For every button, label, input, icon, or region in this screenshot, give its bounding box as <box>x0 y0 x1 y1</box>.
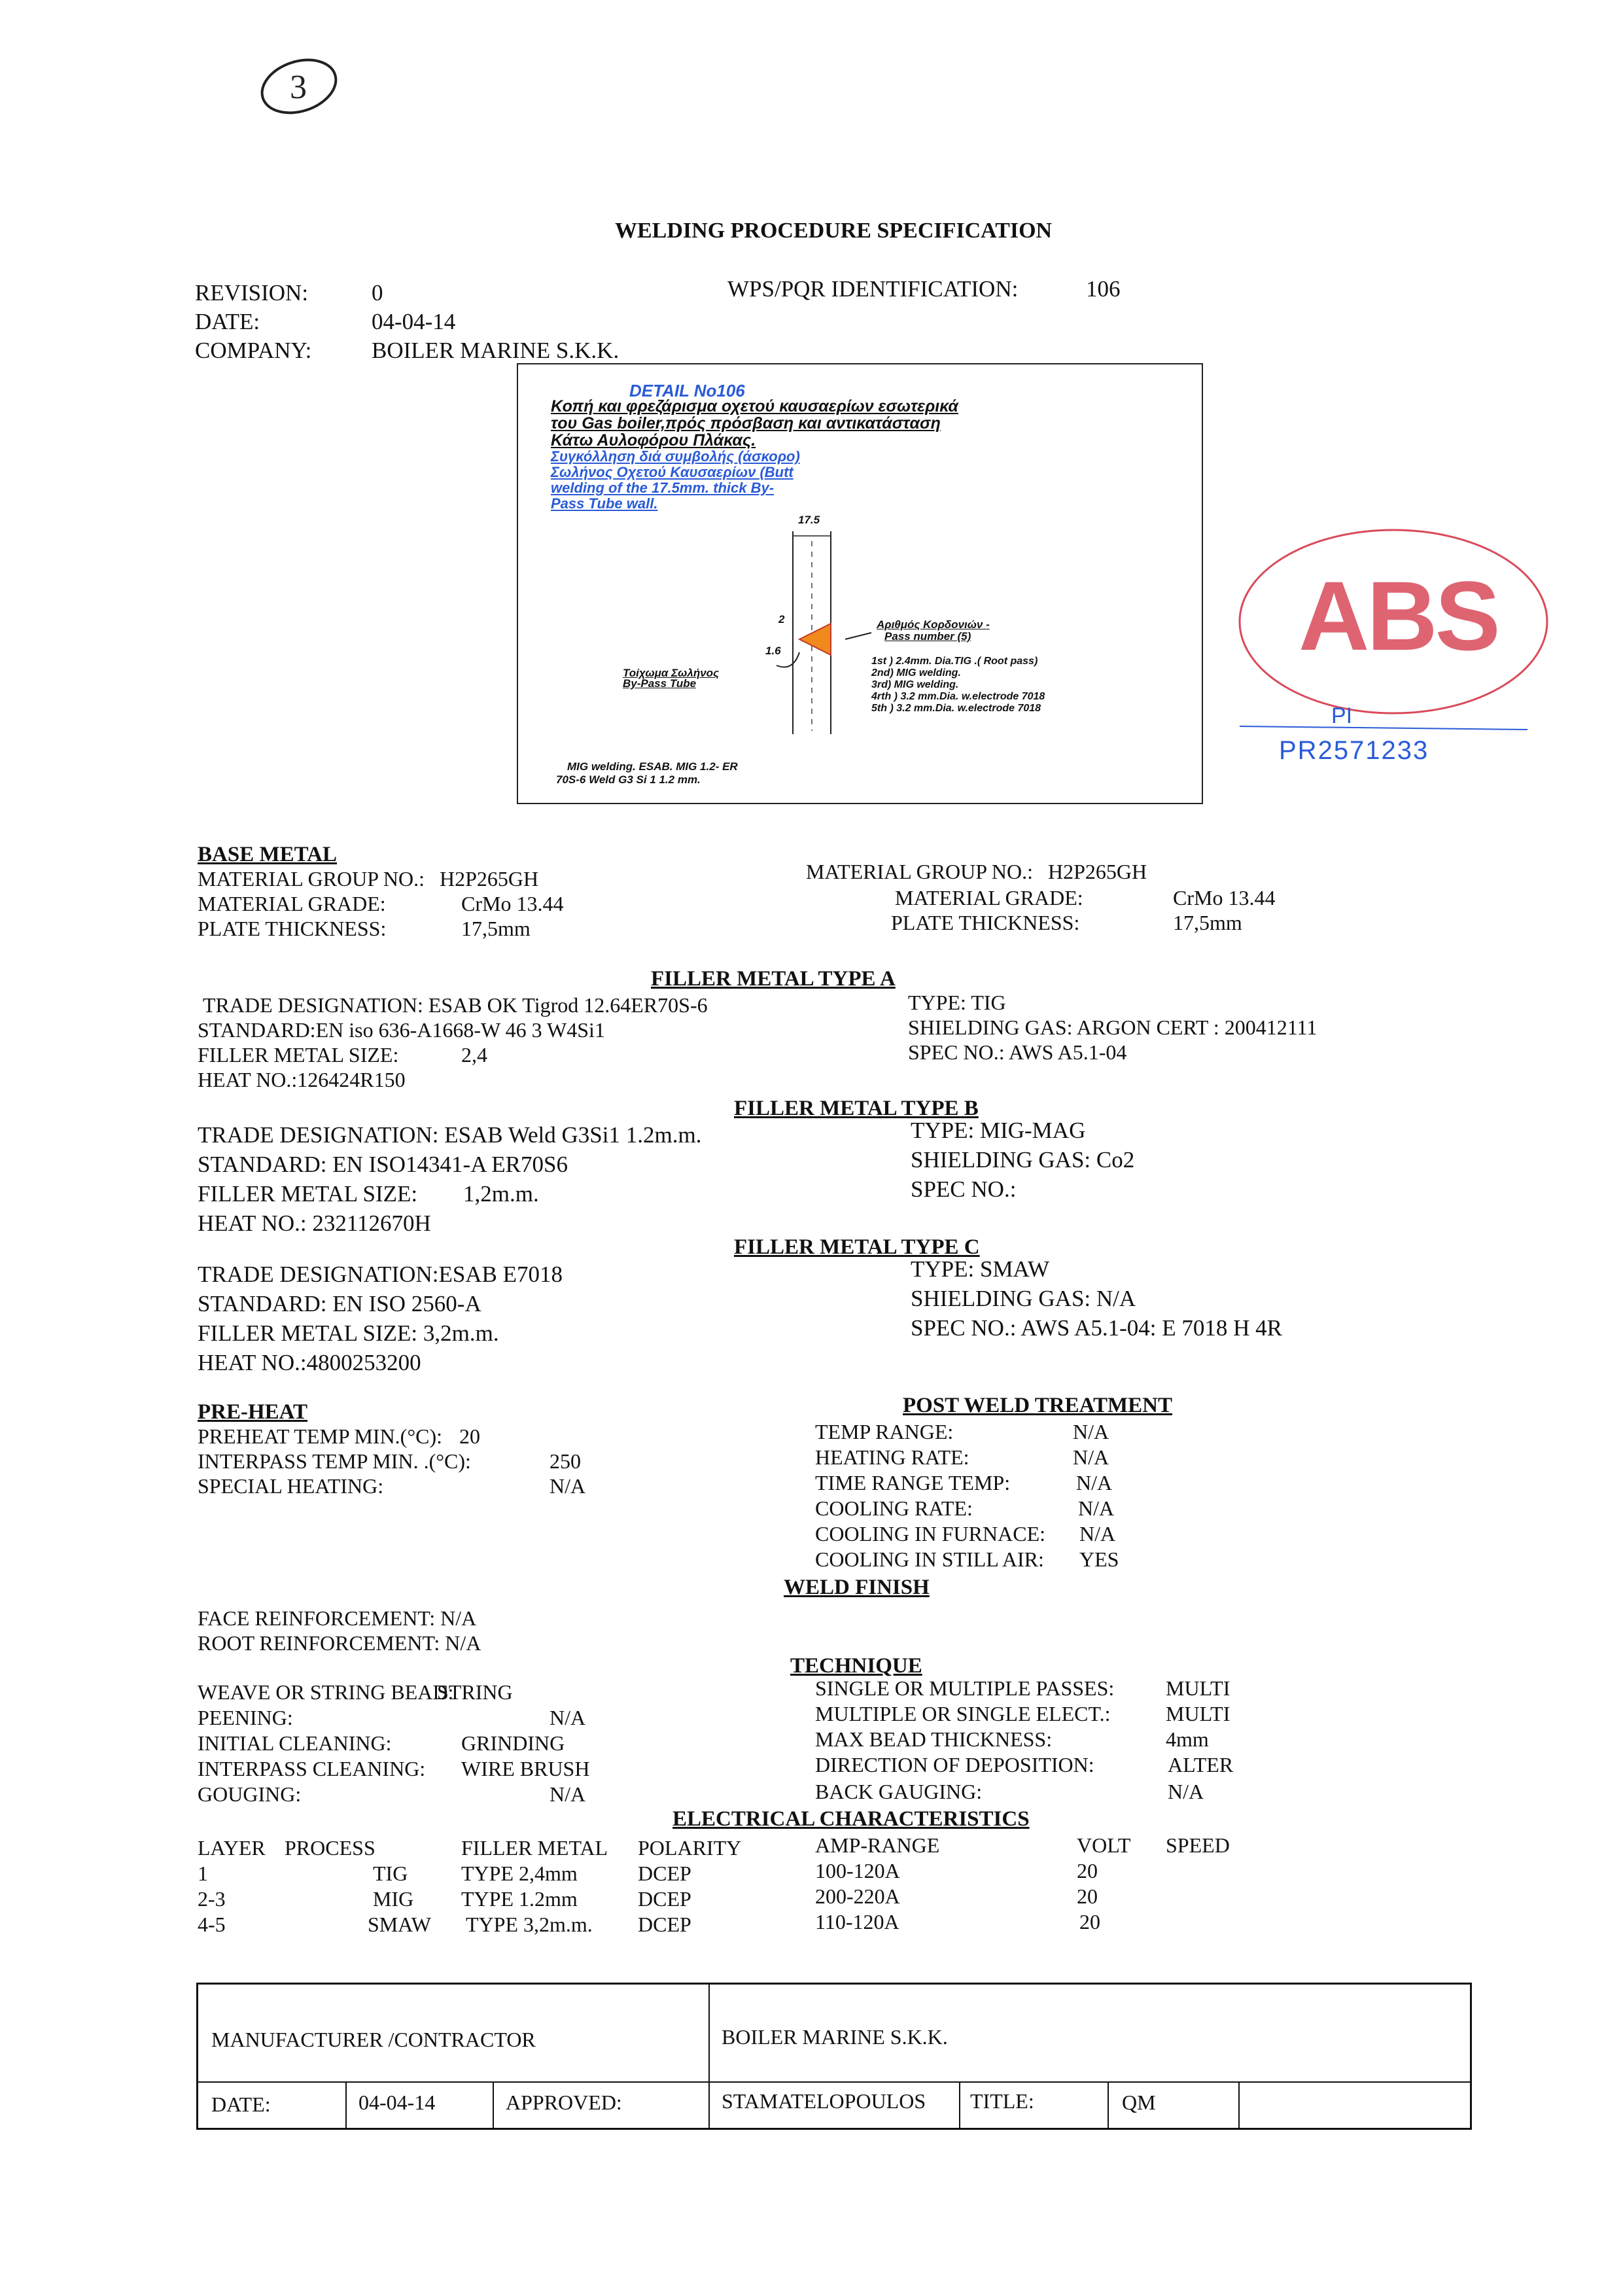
preheat-min-label: PREHEAT TEMP MIN.(°C): <box>198 1424 443 1448</box>
elec-row-2-polarity: DCEP <box>638 1913 691 1936</box>
filler-a-spec: SPEC NO.: AWS A5.1-04 <box>908 1040 1127 1064</box>
tech-left-label-1: PEENING: <box>198 1706 293 1729</box>
detail-drawing <box>517 363 1203 804</box>
footer-manufacturer: BOILER MARINE S.K.K. <box>722 2025 948 2049</box>
weld-joint-sketch <box>518 364 1202 803</box>
page-marker-text: 3 <box>290 69 307 106</box>
footer-title-label: TITLE: <box>970 2089 1034 2113</box>
detail-greek-2: του Gas boiler,πρός πρόσβαση και αντικατάσταση <box>551 414 941 433</box>
pass-4: 4rth ) 3.2 mm.Dia. w.electrode 7018 <box>871 691 1045 702</box>
filler-b-type: TYPE: MIG-MAG <box>911 1118 1086 1143</box>
elec-row-0-amp: 100-120A <box>815 1859 900 1882</box>
filler-c-heat: HEAT NO.:4800253200 <box>198 1350 421 1375</box>
elec-row-2-layer: 4-5 <box>198 1913 226 1936</box>
elec-row-0-volt: 20 <box>1077 1859 1098 1882</box>
interpass-label: INTERPASS TEMP MIN. .(°C): <box>198 1449 471 1473</box>
elec-header-volt: VOLT <box>1077 1833 1131 1857</box>
pwht-label-0: TEMP RANGE: <box>815 1420 954 1443</box>
filler-a-heading: FILLER METAL TYPE A <box>651 967 896 991</box>
pwht-value-0: N/A <box>1073 1420 1109 1443</box>
filler-a-trade: TRADE DESIGNATION: ESAB OK Tigrod 12.64ER70S-6 <box>203 993 708 1017</box>
tech-right-label-3: DIRECTION OF DEPOSITION: <box>815 1753 1094 1776</box>
wps-value: 106 <box>1086 276 1121 302</box>
elec-row-0-layer: 1 <box>198 1862 208 1885</box>
wall-label-2: By-Pass Tube <box>623 677 697 690</box>
dimension-top: 17.5 <box>798 514 820 526</box>
elec-row-1-process: MIG <box>373 1887 414 1911</box>
pass-3: 3rd) MIG welding. <box>871 679 959 690</box>
filler-a-heat: HEAT NO.:126424R150 <box>198 1068 406 1091</box>
detail-greek-1: Κοπή και φρεζάρισμα οχετού καυσαερίων εσωτερικά <box>551 397 958 415</box>
tech-left-label-3: INTERPASS CLEANING: <box>198 1757 426 1780</box>
bm-right-group: H2P265GH <box>1048 860 1147 883</box>
tech-right-value-2: 4mm <box>1166 1727 1209 1751</box>
tech-right-value-0: MULTI <box>1166 1676 1230 1700</box>
dimension-2: 2 <box>778 613 785 626</box>
elec-row-1-filler: TYPE 1.2mm <box>461 1887 578 1911</box>
mig-note-1: MIG welding. ESAB. MIG 1.2- ER <box>567 760 738 773</box>
wps-label: WPS/PQR IDENTIFICATION: <box>727 276 1019 302</box>
footer-manufacturer-label: MANUFACTURER /CONTRACTOR <box>211 2028 536 2051</box>
elec-row-0-polarity: DCEP <box>638 1862 691 1885</box>
pwht-value-5: YES <box>1079 1547 1119 1571</box>
filler-a-standard: STANDARD:EN iso 636-A1668-W 46 3 W4Si1 <box>198 1018 605 1042</box>
tech-left-value-0: STRING <box>437 1680 513 1704</box>
company-label: COMPANY: <box>195 338 312 363</box>
dimension-1-6: 1.6 <box>765 645 781 657</box>
elec-row-1-amp: 200-220A <box>815 1884 900 1908</box>
preheat-min: 20 <box>459 1424 480 1448</box>
elec-row-2-volt: 20 <box>1079 1910 1100 1934</box>
detail-line-5: Σωλήνος Οχετού Καυσαερίων (Butt <box>551 464 794 480</box>
elec-header-amp: AMP-RANGE <box>815 1833 940 1857</box>
bm-right-group-label: MATERIAL GROUP NO.: <box>806 860 1033 883</box>
elec-row-1-volt: 20 <box>1077 1884 1098 1908</box>
tech-left-value-3: WIRE BRUSH <box>461 1757 590 1780</box>
bm-left-group: H2P265GH <box>440 867 539 891</box>
stamp-abs-text: ABS <box>1299 561 1498 671</box>
date-value: 04-04-14 <box>372 309 456 334</box>
abs-stamp <box>1227 520 1567 765</box>
elec-row-1-polarity: DCEP <box>638 1887 691 1911</box>
mig-note-2: 70S-6 Weld G3 Si 1 1.2 mm. <box>556 773 701 786</box>
bm-right-thick: 17,5mm <box>1173 911 1242 934</box>
root-reinforcement: ROOT REINFORCEMENT: N/A <box>198 1631 481 1655</box>
tech-left-label-2: INITIAL CLEANING: <box>198 1731 392 1755</box>
elec-header-polarity: POLARITY <box>638 1836 742 1860</box>
filler-a-type: TYPE: TIG <box>908 991 1006 1014</box>
filler-c-standard: STANDARD: EN ISO 2560-A <box>198 1291 481 1316</box>
filler-b-size: 1,2m.m. <box>463 1181 539 1207</box>
tech-right-value-1: MULTI <box>1166 1702 1230 1725</box>
electrical-heading: ELECTRICAL CHARACTERISTICS <box>672 1807 1030 1831</box>
detail-title: DETAIL No106 <box>629 381 745 400</box>
pass-1: 1st ) 2.4mm. Dia.TIG .( Root pass) <box>871 656 1038 667</box>
interpass-value: 250 <box>550 1449 581 1473</box>
tech-left-value-4: N/A <box>550 1782 586 1806</box>
tech-right-label-0: SINGLE OR MULTIPLE PASSES: <box>815 1676 1115 1700</box>
elec-row-2-process: SMAW <box>368 1913 431 1936</box>
filler-b-size-label: FILLER METAL SIZE: <box>198 1181 418 1207</box>
pwht-value-2: N/A <box>1076 1471 1113 1494</box>
stamp-sub: PI <box>1331 703 1353 728</box>
special-heating-label: SPECIAL HEATING: <box>198 1474 384 1498</box>
filler-c-type: TYPE: SMAW <box>911 1256 1050 1282</box>
tech-right-label-1: MULTIPLE OR SINGLE ELECT.: <box>815 1702 1111 1725</box>
pwht-label-2: TIME RANGE TEMP: <box>815 1471 1011 1494</box>
elec-row-2-filler: TYPE 3,2m.m. <box>466 1913 593 1936</box>
special-heating-value: N/A <box>550 1474 586 1498</box>
bm-left-thick-label: PLATE THICKNESS: <box>198 917 387 940</box>
tech-left-label-0: WEAVE OR STRING BEAD: <box>198 1680 454 1704</box>
elec-header-speed: SPEED <box>1166 1833 1230 1857</box>
bm-left-grade-label: MATERIAL GRADE: <box>198 892 386 915</box>
preheat-heading: PRE-HEAT <box>198 1400 308 1424</box>
elec-header-layer: LAYER <box>198 1836 266 1860</box>
detail-line-7: Pass Tube wall. <box>551 495 658 512</box>
company-value: BOILER MARINE S.K.K. <box>372 338 620 363</box>
pwht-heading: POST WELD TREATMENT <box>903 1394 1173 1417</box>
pass-2: 2nd) MIG welding. <box>871 667 961 679</box>
bm-right-thick-label: PLATE THICKNESS: <box>891 911 1080 934</box>
filler-c-trade: TRADE DESIGNATION:ESAB E7018 <box>198 1262 563 1287</box>
pass-label-1: Αριθμός Κορδονιών - <box>877 618 990 631</box>
filler-b-standard: STANDARD: EN ISO14341-A ER70S6 <box>198 1152 568 1177</box>
elec-header-process: PROCESS <box>285 1836 375 1860</box>
pass-5: 5th ) 3.2 mm.Dia. w.electrode 7018 <box>871 703 1041 714</box>
pwht-value-1: N/A <box>1073 1445 1109 1469</box>
bm-right-grade-label: MATERIAL GRADE: <box>895 886 1083 910</box>
elec-row-1-layer: 2-3 <box>198 1887 226 1911</box>
pwht-label-4: COOLING IN FURNACE: <box>815 1522 1045 1545</box>
tech-right-value-4: N/A <box>1168 1780 1204 1803</box>
revision-label: REVISION: <box>195 280 309 306</box>
filler-a-size-label: FILLER METAL SIZE: <box>198 1043 399 1067</box>
tech-left-value-2: GRINDING <box>461 1731 565 1755</box>
weld-finish-heading: WELD FINISH <box>784 1576 930 1599</box>
pwht-label-5: COOLING IN STILL AIR: <box>815 1547 1044 1571</box>
document-title: WELDING PROCEDURE SPECIFICATION <box>615 219 1053 243</box>
tech-right-label-2: MAX BEAD THICKNESS: <box>815 1727 1053 1751</box>
filler-b-gas: SHIELDING GAS: Co2 <box>911 1147 1135 1173</box>
technique-heading: TECHNIQUE <box>790 1654 922 1678</box>
tech-left-value-1: N/A <box>550 1706 586 1729</box>
filler-b-heat: HEAT NO.: 232112670H <box>198 1210 431 1236</box>
detail-greek-3: Κάτω Αυλοφόρου Πλάκας. <box>551 431 756 450</box>
filler-b-heading: FILLER METAL TYPE B <box>734 1097 979 1120</box>
elec-row-2-amp: 110-120A <box>815 1910 899 1934</box>
filler-a-size: 2,4 <box>461 1043 487 1067</box>
filler-c-spec: SPEC NO.: AWS A5.1-04: E 7018 H 4R <box>911 1315 1282 1341</box>
pwht-value-3: N/A <box>1078 1496 1115 1520</box>
stamp-number: PR2571233 <box>1279 736 1429 765</box>
footer-title: QM <box>1122 2091 1156 2114</box>
filler-a-gas: SHIELDING GAS: ARGON CERT : 200412111 <box>908 1016 1318 1039</box>
pwht-label-3: COOLING RATE: <box>815 1496 973 1520</box>
elec-header-filler: FILLER METAL <box>461 1836 608 1860</box>
pass-label-2: Pass number (5) <box>884 630 971 643</box>
footer-table <box>196 1983 1472 2130</box>
tech-right-label-4: BACK GAUGING: <box>815 1780 983 1803</box>
revision-value: 0 <box>372 280 383 306</box>
filler-c-gas: SHIELDING GAS: N/A <box>911 1286 1136 1311</box>
elec-row-0-process: TIG <box>373 1862 408 1885</box>
detail-line-6: welding of the 17.5mm. thick By- <box>551 480 775 496</box>
filler-b-spec: SPEC NO.: <box>911 1176 1017 1202</box>
date-label: DATE: <box>195 309 260 334</box>
footer-date-label: DATE: <box>211 2093 271 2116</box>
detail-line-4: Συγκόλληση διά συμβολής (άσκορο) <box>551 448 800 465</box>
footer-approved: STAMATELOPOULOS <box>722 2089 926 2113</box>
page-marker <box>258 54 343 119</box>
bm-left-group-label: MATERIAL GROUP NO.: <box>198 867 425 891</box>
bm-left-grade: CrMo 13.44 <box>461 892 564 915</box>
tech-left-label-4: GOUGING: <box>198 1782 302 1806</box>
filler-b-trade: TRADE DESIGNATION: ESAB Weld G3Si1 1.2m.m. <box>198 1122 702 1148</box>
bm-right-grade: CrMo 13.44 <box>1173 886 1276 910</box>
base-metal-heading: BASE METAL <box>198 843 338 866</box>
filler-c-size: FILLER METAL SIZE: 3,2m.m. <box>198 1320 499 1346</box>
filler-c-heading: FILLER METAL TYPE C <box>734 1235 980 1259</box>
pwht-value-4: N/A <box>1079 1522 1116 1545</box>
wall-label-1: Τοίχωμα Σωλήνος <box>623 667 720 679</box>
bm-left-thick: 17,5mm <box>461 917 531 940</box>
pwht-label-1: HEATING RATE: <box>815 1445 969 1469</box>
footer-date: 04-04-14 <box>358 2091 436 2114</box>
elec-row-0-filler: TYPE 2,4mm <box>461 1862 578 1885</box>
face-reinforcement: FACE REINFORCEMENT: N/A <box>198 1606 477 1630</box>
tech-right-value-3: ALTER <box>1168 1753 1234 1776</box>
footer-approved-label: APPROVED: <box>506 2091 622 2114</box>
